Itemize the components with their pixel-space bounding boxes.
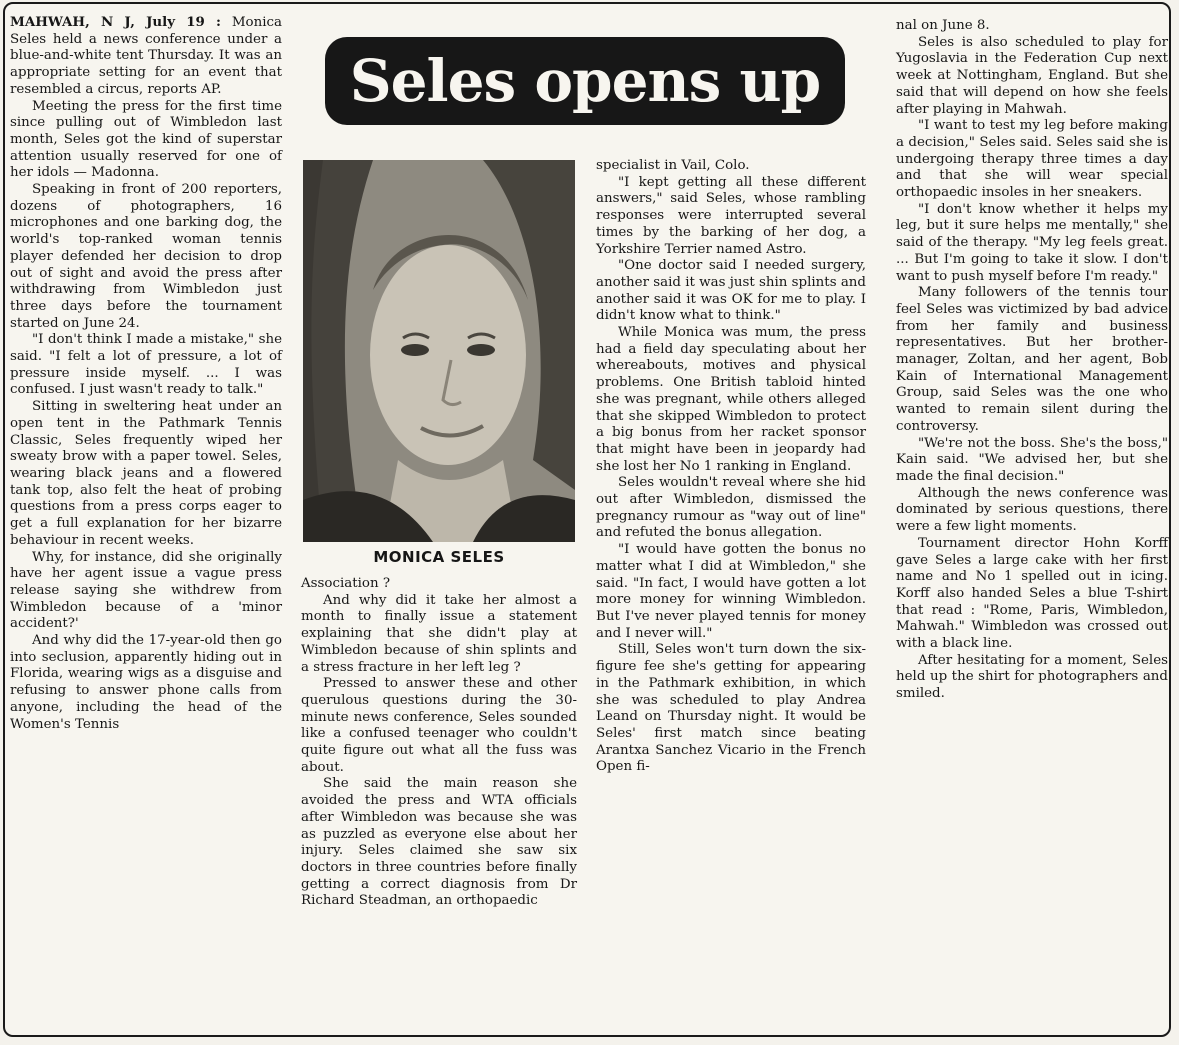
paragraph: specialist in Vail, Colo. [596, 158, 750, 173]
paragraph: "I don't know whether it helps my leg, but it sure helps me mentally," she said of the therapy. "My leg feels great. ... But I'm going to take it slow. I don't want to push myself before I'm ready." [896, 201, 1168, 284]
paragraph: Association ? [301, 576, 391, 591]
column-2 [301, 576, 577, 910]
paragraph: Seles wouldn't reveal where she hid out after Wimbledon, dismissed the pregnancy rumour as "way out of line" and refuted the bonus allegation. [596, 475, 866, 541]
paragraph: Seles is also scheduled to play for Yugoslavia in the Federation Cup next week at Nottingham, England. But she said that will depend on how she feels after playing in Mahwah. [896, 34, 1168, 117]
column-4 [896, 18, 1168, 703]
paragraph: "I kept getting all these different answers," said Seles, whose rambling responses were interrupted several times by the barking of her dog, a Yorkshire Terrier named Astro. [596, 174, 866, 257]
paragraph: "I want to test my leg before making a decision," Seles said. Seles said she is undergoing therapy three times a day and that she will wear special orthopaedic insoles in her sneakers. [896, 118, 1168, 201]
paragraph: "I would have gotten the bonus no matter what I did at Wimbledon," she said. "In fact, I would have gotten a lot more money for winning Wimbledon. But I've never played tennis for money and I never will." [596, 542, 866, 641]
photo-caption: MONICA SELES [373, 548, 505, 566]
paragraph: Speaking in front of 200 reporters, dozens of photographers, 16 microphones and one barking dog, the world's top-ranked woman tennis player defended her decision to drop out of sight and avoid the press after withdrawing from Wimbledon just three days before the tournament started on June 24. [10, 182, 282, 331]
column-3 [596, 158, 866, 776]
paragraph-text: Monica Seles held a news conference under a blue-and-white tent Thursday. It was an appropriate setting for an event that resembled a circus, reports AP. [10, 15, 282, 97]
paragraph: "I don't think I made a mistake," she said. "I felt a lot of pressure, a lot of pressure inside myself. ... I was confused. I just wasn't ready to talk." [10, 332, 282, 398]
paragraph: And why did it take her almost a month to finally issue a statement explaining that she didn't play at Wimbledon because of shin splints and a stress fracture in her left leg ? [301, 592, 577, 675]
paragraph: Many followers of the tennis tour feel Seles was victimized by bad advice from her family and business representatives. But her brother-manager, Zoltan, and her agent, Bob Kain of International Management Group, said Seles was the one who wanted to remain silent during the controversy. [896, 285, 1168, 434]
paragraph: "One doctor said I needed surgery, another said it was just shin splints and another said it was OK for me to play. I didn't know what to think." [596, 258, 866, 324]
paragraph: nal on June 8. [896, 18, 990, 33]
paragraph: Why, for instance, did she originally have her agent issue a vague press release saying she withdrew from Wimbledon because of a 'minor accident?' [10, 549, 282, 632]
paragraph: Tournament director Hohn Korff gave Seles a large cake with her first name and No 1 spelled out in icing. Korff also handed Seles a blue T-shirt that read : "Rome, Paris, Wimbledon, Mahwah." Wimbledon was crossed out with a black line. [896, 535, 1168, 652]
dateline: MAHWAH, N J, July 19 : [10, 14, 222, 30]
paragraph: Meeting the press for the first time since pulling out of Wimbledon last month, Seles got the kind of superstar attention usually reserved for one of her idols — Madonna. [10, 98, 282, 181]
paragraph [10, 14, 282, 99]
paragraph: "We're not the boss. She's the boss," Kain said. "We advised her, but she made the final decision." [896, 435, 1168, 484]
paragraph: Pressed to answer these and other querulous questions during the 30-minute news conference, Seles sounded like a confused teenager who couldn't quite figure out what all the fuss was about. [301, 676, 577, 775]
headline: Seles opens up [325, 37, 845, 125]
paragraph: After hesitating for a moment, Seles held up the shirt for photographers and smiled. [896, 652, 1168, 702]
paragraph: And why did the 17-year-old then go into seclusion, apparently hiding out in Florida, wearing wigs as a disguise and refusing to answer phone calls from anyone, including the head of the Women's Tennis [10, 633, 282, 732]
paragraph: She said the main reason she avoided the press and WTA officials after Wimbledon was because she was as puzzled as everyone else about her injury. Seles claimed she saw six doctors in three countries before finally getting a correct diagnosis from Dr Richard Steadman, an orthopaedic [301, 776, 577, 909]
paragraph: Still, Seles won't turn down the six-figure fee she's getting for appearing in the Pathmark exhibition, in which she was scheduled to play Andrea Leand on Thursday night. It would be Seles' first match since beating Arantxa Sanchez Vicario in the French Open fi- [596, 642, 866, 775]
portrait-illustration [303, 160, 575, 542]
paragraph: While Monica was mum, the press had a field day speculating about her whereabouts, motives and physical problems. One British tabloid hinted she was pregnant, while others alleged that she skipped Wimbledon to protect a big bonus from her racket sponsor that might have been in jeopardy had she lost her No 1 ranking in England. [596, 325, 866, 474]
paragraph: Sitting in sweltering heat under an open tent in the Pathmark Tennis Classic, Seles frequently wiped her sweaty brow with a paper towel. Seles, wearing black jeans and a flowered tank top, also felt the heat of probing questions from a press corps eager to get a full explanation for her bizarre behaviour in recent weeks. [10, 399, 282, 548]
paragraph: Although the news conference was dominated by serious questions, there were a few light moments. [896, 485, 1168, 535]
column-1 [10, 14, 282, 733]
portrait-photo [303, 160, 575, 542]
